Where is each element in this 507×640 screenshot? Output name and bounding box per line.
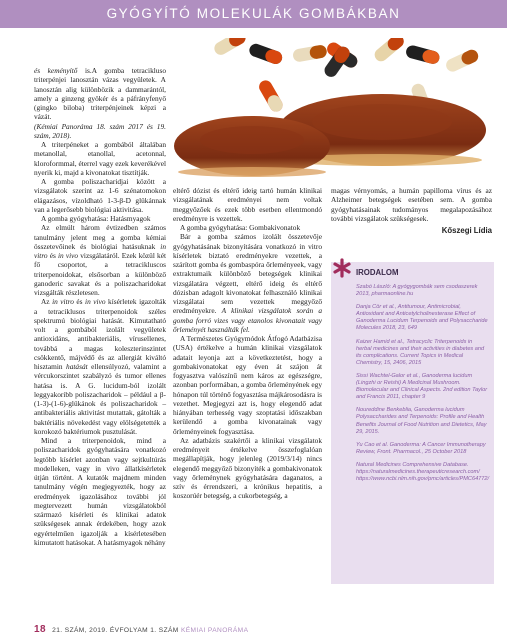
paragraph: Az elmúlt három évtizedben számos tanulmány jelent meg a gomba kémiai összetevőinek és biológiai hatásuknak in vitro és in vivo vizsgálatáról. Ezek közül két fő csoportot, a tetracikluscos triterpenoidokat, elsősorban a különböző ganoderic savakat és a poliszacharidokat vizsgálták részletesen. [34,223,166,297]
paragraph: Az adatbázis szakértői a klinikai vizsgálatok eredményeit értékelve összefoglalóan megállapítják, hogy jelenleg (2019/3/14) nincs elegendő meggyőző bizonyíték a gombakivonatok vagy őrleménynek gyógyhatására daganatos, a szív és érrendszeri, a krónikus hepatitis, a koszorúér betegség, a cukorbetegség, a [173,435,322,501]
page-footer [34,624,248,635]
header-title: GYÓGYÍTÓ MOLEKULÁK GOMBÁKBAN [106,6,401,21]
references-box [331,262,494,584]
page-number: 18 [34,624,46,635]
photo-reishi-mushrooms-and-capsules [172,38,492,184]
references-list [356,284,489,489]
paragraph: Az in vitro és in vivo kísérletek igazolták a tetraciklusos triterpenoidok széles spektrumú biológiai hatását. Kimutatható volt a gombából izolált vegyületek antioxidáns, antibakteriális, vírusellenes, továbbá a magas koleszterinszintet csökkentő, májvédő és az allergiát kiváltó hisztamin hatását ellensúlyozó, valamint a vércukorszintet szabályzó és tumor ellenes hatása is. A G. lucidum-ból izolált leggyakoribb poliszacharidok – például a β-(1-3)-(1-6)-glükánok és poliszacharidok – antibakteriális aktivitást mutattak, gátolták a baktériális növekedést vagy elölségetették a korokozó baktériumok pusztulását. [34,297,166,436]
article-column-2 [173,186,322,501]
author-name: Kőszegi Lídia [441,226,492,235]
section-heading: A gomba gyógyhatása: Hatásmyagok [41,214,151,223]
paragraph: A triterpéneket a gombából általában metanollal, etanollal, acetonnal, kloroformmal, éterrel vagy ezek keverékével nyerik ki, majd a kivonatokat tisztítják. [34,140,166,177]
references-title: IRODALOM [356,268,399,277]
paragraph: és keményítő is.A gomba tetracikluso triterpénjei lanosztán vázas vegyületek. A lanosztán alig különbözik a dammarántól, amely a ginzeng gyökér és a páfrányfenyő (gingko biloba) triterpénjeinek képzi a vázát. [34,66,166,122]
star-icon [332,258,352,278]
issue-info: 21. SZÁM, 2019. ÉVFOLYAM 1. SZÁM [52,627,179,634]
page-header [0,0,507,28]
mushrooms [174,94,486,177]
paragraph: A gomba poliszacharidjai között a vizsgálatok szerint az 1-6 szénatomokon elágazásos, vízoldható 1-3-β-D glükánnak van a legerősebb biológiai aktivitása. [34,177,166,214]
reference-item: Sissi Wachtel-Galor et al., Ganoderma lucidum (Lingzhi or Reishi) A Medicinal Mushroom. Biomolecular and Clinical Aspects. 2nd edition Taylor and Francis 2011, chapter 9 [356,372,488,401]
article-column-3 [331,186,492,235]
paragraph: magas vérnyomás, a humán papilloma vírus és az Alzheimer betegségek esetében sem. A gomba gyógyhatásainak tudományos megalapozásához további vizsgálatok szükségesek. [331,186,492,223]
paragraph: Mind a triterpenoidok, mind a poliszacharidok gyógyhatására vonatkozó legtöbb kísérlet azonban vagy sejtkultúrás modelleken, vagy in vivo állatkísérletek útján történt. A kutatók majdnem minden tanulmány végén megjegyezték, hogy az eredmények igazolásához további jól megtervezett humán vizsgálatokból származó kísérleti és klinikai adatok szükségesek annak érdekében, hogy azok egyértelműen igazolják a kísérletesében kimutatott hatásokat. A hatásmyagok néhány [34,436,166,547]
reference-item: Kaizer Hamid et al., Tetracyclic Triterpenoids in herbal medicines and their activities in diabetes and its complications. Current Topics in Medical Chemistry, 15, 2406, 2015 [356,338,485,366]
article-column-1 [34,66,166,547]
magazine-name: KÉMIAI PANORÁMA [180,627,249,634]
reference-item: Danja Cör et al., Antitumour, Antimicrobial, Antioxidant and Anticetylcholinesterase Effect of Ganoderma Lucidum Terpenoids and Polysaccharide Molecules 2018, 23, 649 [356,304,488,332]
paragraph: (Kémiai Panoráma 18. szám 2017 és 19. szám, 2018). [34,121,166,140]
reference-item: Noureddine Benkeblia, Ganoderma lucidum Polysaccharides and Terpenoids: Profile and Health Benefits Journal of Food Nutrition and Dietetics, May 29, 2015. [356,407,487,435]
paragraph: Bár a gomba számos izolált összetevője gyógyhatásának bizonyítására vonatkozó in vitro kísérletek biztató eredményekre vezettek, a szárított gomba és gombaspóra őrleményeek, vagy extraktumaik különböző betegségek klinikai vizsgálatára végzett, eltérő ideig és eltérő dózisban adagolt kivonatokat felhasználó klinikai vizsgálatai sem vezettek meggyőző eredményekre. A klinikai vizsgálatok során a gomba forró vizes vagy etanolos kivonatait vagy őrleményét használták fel. [173,232,322,334]
section-heading: A gomba gyógyhatása: Gombakivonatok [180,223,301,232]
paragraph: eltérő dózist és eltérő ideig tartó humán klinikai vizsgálatának eredményei nem voltak meggyőzőek és ezek több esetben ellentmondó eredményre is vezettek. [173,186,322,223]
reference-item: Szabó László: A gyógygombák sem csodaszerek 2013, pharmaonline.hu [356,284,478,298]
reference-item: Yu Cao et al. Ganoderma: A Cancer Immunotherapy Review, Front. Pharmacol., 25 October 2018 [356,441,486,455]
paragraph: A Természetes Gyógymódok Átfogó Adatbázisa (USA) értékelve a humán klinikai vizsgálatok adatait leyonja azt a következtetést, hogy a gombakivonatokat egy éven át szájon át fogyasztva valószínű nem káros az egészségre, azonban porformában, a gomba őrleményének egy hónapon túl történő fogyasztása májkárosodásra is vezethet. Megjegyzi azt is, hogy elegendő adat hiányában terhesség vagy szoptatási időszakban kerülendő a gomba kivonatainak vagy őrleményeinek fogyasztása. [173,334,322,436]
reference-item: Natural Medicines Comprehensive Database. https://naturalmedicines.therapeuticresearch.com/ https://www.ncbi.nlm.nih.gov/pmc/articles/PMC64772/ [356,461,490,483]
